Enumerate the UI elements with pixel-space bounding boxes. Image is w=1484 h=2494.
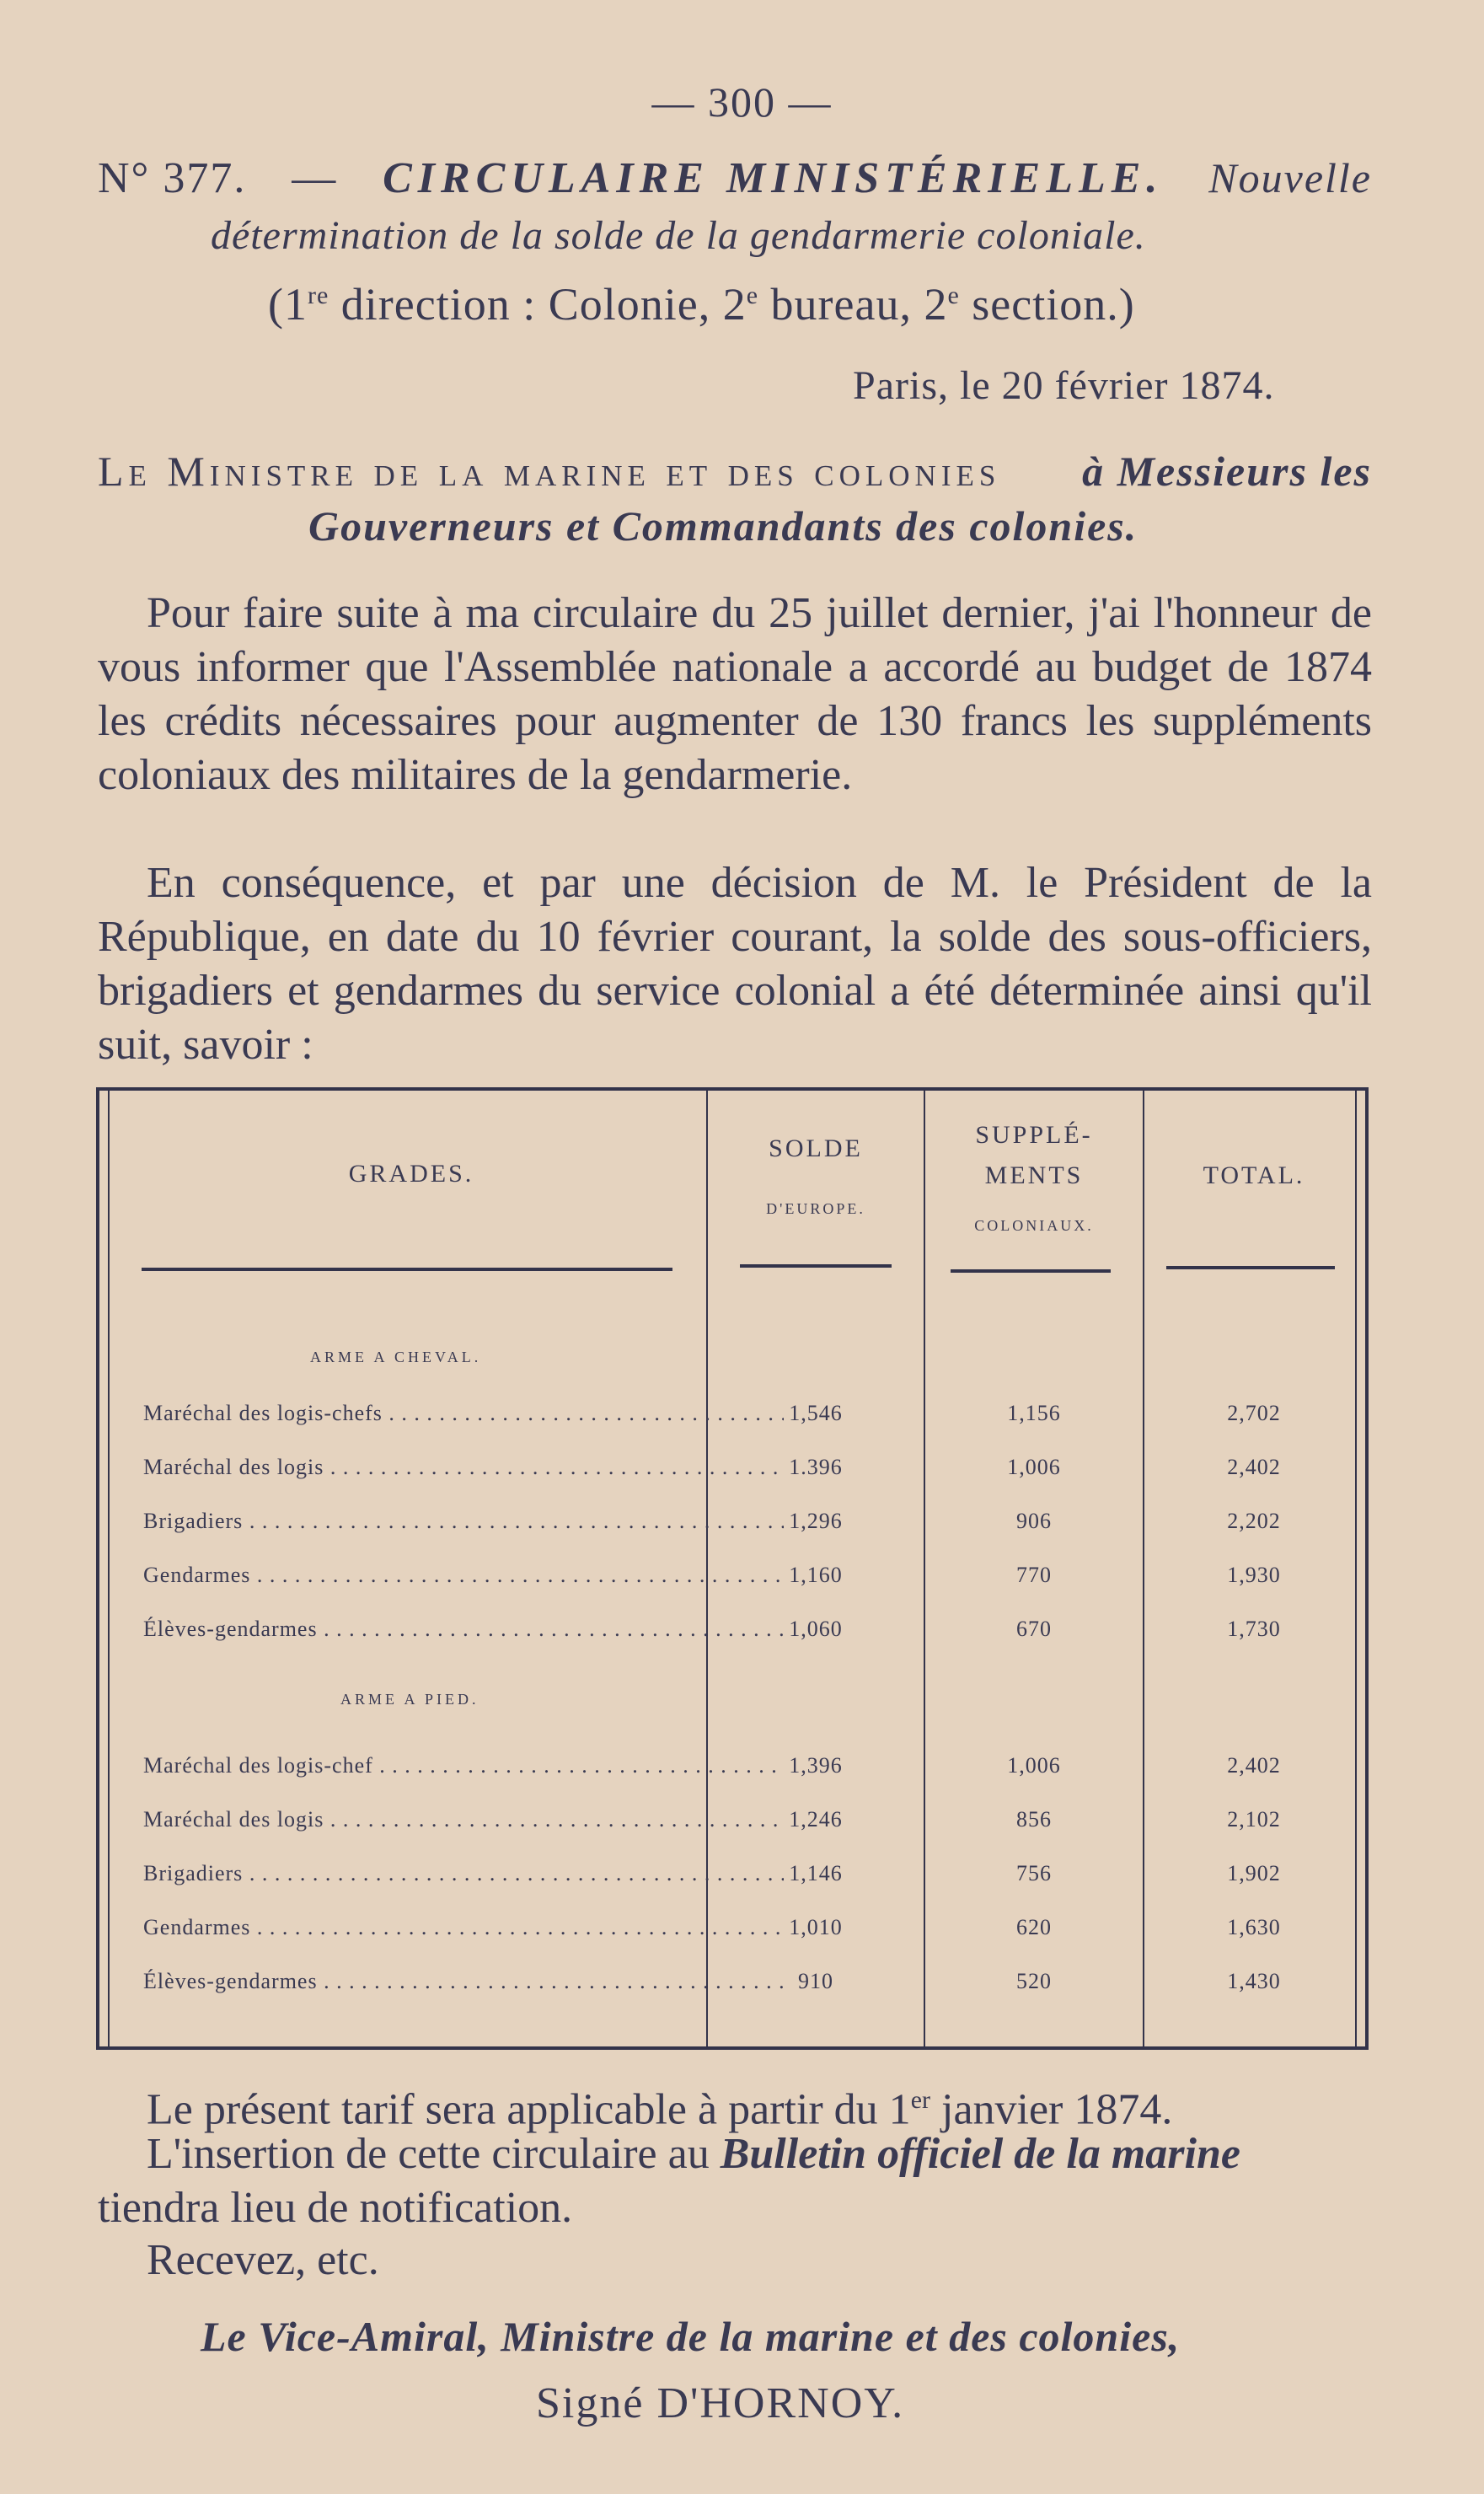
supp-cell: 1,006: [1007, 1455, 1061, 1479]
table-row: [99, 1563, 1372, 1596]
minister-title: Le Ministre de la marine et des colonies: [98, 448, 1001, 495]
circular-subtitle: détermination de la solde de la gendarmerie coloniale.: [211, 213, 1146, 258]
insertion-text: L'insertion de cette circulaire au: [147, 2130, 721, 2178]
circular-number: N° 377.: [98, 154, 247, 202]
grade-cell: Maréchal des logis . . .: [143, 1455, 784, 1480]
addressee-prefix: à Messieurs les: [1082, 448, 1372, 495]
header-rule: [951, 1269, 1111, 1273]
supp-cell: 770: [1016, 1563, 1052, 1587]
tarif-text: janvier 1874.: [930, 2085, 1173, 2134]
total-cell: 1,902: [1227, 1861, 1281, 1885]
solde-cell: 1,296: [789, 1509, 843, 1533]
grade-cell: Brigadiers . . .: [143, 1509, 784, 1534]
table-row: [99, 1861, 1372, 1895]
section-title: ARME A CHEVAL.: [310, 1349, 482, 1365]
direction-sup: e: [746, 282, 759, 309]
circular-heading: [98, 153, 1372, 203]
supp-cell: 756: [1016, 1861, 1052, 1885]
solde-cell: 1,146: [789, 1861, 843, 1885]
page-number: — 300 —: [651, 78, 833, 126]
closing-line: Recevez, etc.: [147, 2236, 379, 2284]
solde-cell: 1,010: [789, 1915, 843, 1939]
header-rule: [1166, 1266, 1335, 1269]
grade-cell: Élèves-gendarmes . . .: [143, 1969, 784, 1994]
grade-cell: Maréchal des logis . . .: [143, 1807, 784, 1832]
table-row: [99, 1807, 1372, 1841]
solde-cell: 1,546: [789, 1401, 843, 1425]
header-grades: GRADES.: [348, 1160, 474, 1188]
table-row: [99, 1915, 1372, 1949]
pay-table: [96, 1087, 1369, 2050]
direction-part: bureau, 2: [758, 279, 948, 330]
supp-cell: 856: [1016, 1807, 1052, 1832]
addressee-recipients: Gouverneurs et Commandants des colonies.: [308, 502, 1138, 550]
heading-dash: —: [292, 154, 338, 202]
total-cell: 1,430: [1227, 1969, 1281, 1993]
supp-cell: 520: [1016, 1969, 1052, 1993]
grade-cell: Maréchal des logis-chefs . . .: [143, 1401, 784, 1426]
grade-cell: Maréchal des logis-chef . . .: [143, 1753, 784, 1778]
solde-cell: 1,396: [789, 1753, 843, 1778]
total-cell: 1,930: [1227, 1563, 1281, 1587]
paragraph-1: [98, 587, 1372, 802]
date-line: Paris, le 20 février 1874.: [853, 363, 1275, 408]
solde-cell: 1,160: [789, 1563, 843, 1587]
signature-role: Le Vice-Amiral, Ministre de la marine et des colonies,: [201, 2313, 1181, 2360]
header-rule: [740, 1264, 892, 1268]
header-supp: SUPPLÉ-: [975, 1121, 1093, 1149]
direction-line: [268, 278, 1135, 330]
solde-cell: 1,246: [789, 1807, 843, 1832]
table-row: [99, 1969, 1372, 2003]
table-row: [99, 1617, 1372, 1650]
paragraph-2: [98, 856, 1372, 1072]
signature: Signé D'HORNOY.: [536, 2379, 905, 2427]
grade-cell: Gendarmes . . .: [143, 1915, 784, 1940]
direction-part: direction : Colonie, 2: [329, 279, 747, 330]
direction-sup: re: [307, 282, 329, 309]
direction-part: section.): [959, 279, 1135, 330]
grade-cell: Brigadiers . . .: [143, 1861, 784, 1886]
paragraph-text: En conséquence, et par une décision de M. le Président de la République, en date du 10 février courant, la solde des sous-officiers, brigadiers et gendarmes du service colonial a été déterminée ainsi qu'il suit, savoir :: [98, 859, 1372, 1069]
total-cell: 2,202: [1227, 1509, 1281, 1533]
header-total: TOTAL.: [1203, 1161, 1305, 1189]
supp-cell: 1,006: [1007, 1753, 1061, 1778]
total-cell: 2,102: [1227, 1807, 1281, 1832]
supp-cell: 906: [1016, 1509, 1052, 1533]
header-solde-sub: D'EUROPE.: [766, 1200, 865, 1217]
direction-sup: e: [947, 282, 960, 309]
grade-cell: Élèves-gendarmes . . .: [143, 1617, 784, 1642]
grade-cell: Gendarmes . . .: [143, 1563, 784, 1588]
header-supp-2: MENTS: [984, 1161, 1084, 1189]
table-row: [99, 1455, 1372, 1488]
total-cell: 2,402: [1227, 1455, 1281, 1479]
circular-title: CIRCULAIRE MINISTÉRIELLE.: [383, 154, 1164, 202]
addressee-line: [98, 447, 1372, 496]
tarif-text: Le présent tarif sera applicable à partir du 1: [147, 2085, 911, 2134]
header-supp-sub: COLONIAUX.: [974, 1217, 1094, 1234]
solde-cell: 1.396: [789, 1455, 843, 1479]
solde-cell: 1,060: [789, 1617, 843, 1641]
circular-title-tail: Nouvelle: [1208, 154, 1372, 201]
header-rule: [142, 1268, 672, 1271]
total-cell: 2,402: [1227, 1753, 1281, 1778]
direction-part: (1: [268, 279, 308, 330]
solde-cell: 910: [798, 1969, 833, 1993]
table-row: [99, 1509, 1372, 1542]
paragraph-text: Pour faire suite à ma circulaire du 25 juillet dernier, j'ai l'honneur de vous informer que l'Assemblée nationale a accordé au budget de 1874 les crédits nécessaires pour augmenter de 130 francs les suppléments coloniaux des militaires de la gendarmerie.: [98, 589, 1372, 799]
supp-cell: 620: [1016, 1915, 1052, 1939]
supp-cell: 1,156: [1007, 1401, 1061, 1425]
section-title: ARME A PIED.: [340, 1691, 479, 1708]
header-solde: SOLDE: [769, 1134, 863, 1162]
table-row: [99, 1753, 1372, 1787]
supp-cell: 670: [1016, 1617, 1052, 1641]
bulletin-title: Bulletin officiel de la marine: [720, 2130, 1240, 2178]
insertion-text: tiendra lieu de notification.: [98, 2184, 573, 2232]
table-row: [99, 1401, 1372, 1435]
total-cell: 1,630: [1227, 1915, 1281, 1939]
tarif-sup: er: [910, 2086, 930, 2114]
insertion-paragraph: [98, 2127, 1372, 2235]
total-cell: 1,730: [1227, 1617, 1281, 1641]
total-cell: 2,702: [1227, 1401, 1281, 1425]
